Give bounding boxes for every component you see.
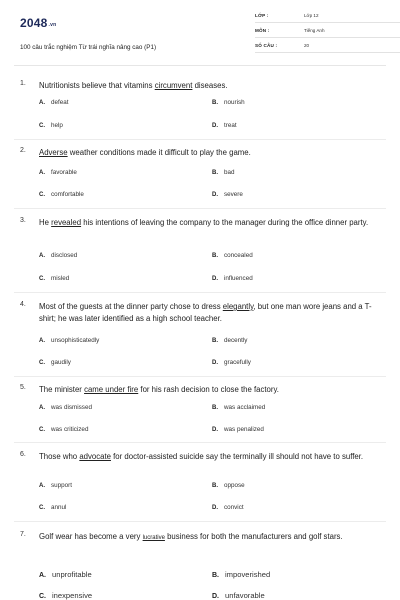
option-text: impoverished <box>225 570 271 579</box>
site-logo[interactable] <box>20 16 56 30</box>
option-c[interactable] <box>39 591 92 600</box>
option-letter: C. <box>39 593 46 600</box>
option-letter: A. <box>39 253 45 259</box>
question-text-after: diseases. <box>192 81 228 90</box>
option-letter: B. <box>212 100 218 106</box>
option-letter: D. <box>212 427 218 433</box>
header <box>20 10 380 60</box>
option-text: unprofitable <box>52 570 92 579</box>
option-text: gaudily <box>51 359 71 366</box>
option-b[interactable] <box>212 169 235 176</box>
question-text <box>39 451 381 463</box>
option-c[interactable] <box>39 426 88 433</box>
option-text: help <box>51 122 63 129</box>
question-number: 7. <box>20 531 26 538</box>
option-letter: C. <box>39 360 45 366</box>
option-letter: B. <box>212 572 219 579</box>
underlined-word: circumvent <box>154 81 193 90</box>
underlined-word: elegantly <box>222 302 254 311</box>
option-text: was acclaimed <box>224 404 266 411</box>
option-d[interactable] <box>212 504 244 511</box>
underlined-word: came under fire <box>84 385 139 394</box>
option-d[interactable] <box>212 122 237 129</box>
option-letter: C. <box>39 276 45 282</box>
option-c[interactable] <box>39 359 71 366</box>
option-letter: B. <box>212 170 218 176</box>
option-letter: B. <box>212 405 218 411</box>
option-text: decently <box>224 337 248 344</box>
option-text: treat <box>224 122 237 129</box>
option-letter: A. <box>39 170 45 176</box>
option-letter: C. <box>39 427 45 433</box>
option-letter: A. <box>39 405 45 411</box>
question-number: 4. <box>20 301 26 308</box>
meta-value: Lớp 12 <box>304 13 319 18</box>
option-d[interactable] <box>212 591 265 600</box>
underlined-word: revealed <box>51 218 82 227</box>
question-text-before: Nutritionists believe that vitamins <box>39 81 155 90</box>
question-text <box>39 384 381 396</box>
question-text <box>39 217 381 229</box>
logo-suffix: .vn <box>48 22 57 28</box>
meta-key: MÔN : <box>255 28 270 33</box>
option-b[interactable] <box>212 99 245 106</box>
option-a[interactable] <box>39 99 69 106</box>
option-b[interactable] <box>212 482 245 489</box>
option-text: favorable <box>51 169 77 176</box>
option-b[interactable] <box>212 252 253 259</box>
option-d[interactable] <box>212 359 251 366</box>
question-text-before: Most of the guests at the dinner party chose to dress <box>39 302 223 311</box>
question-text-after: for doctor-assisted suicide say the terminally ill should not have to suffer. <box>110 452 364 461</box>
option-d[interactable] <box>212 275 253 282</box>
question-divider <box>14 208 386 209</box>
option-text: gracefully <box>224 359 251 366</box>
option-text: concealed <box>224 252 253 259</box>
question-text-before: The minister <box>39 385 85 394</box>
option-text: disclosed <box>51 252 78 259</box>
option-letter: B. <box>212 253 218 259</box>
meta-row-class <box>255 10 400 23</box>
question-text <box>39 147 381 159</box>
option-letter: A. <box>39 483 45 489</box>
option-text: nourish <box>224 99 245 106</box>
option-letter: B. <box>212 483 218 489</box>
option-letter: D. <box>212 593 219 600</box>
meta-row-subject <box>255 25 400 38</box>
option-letter: D. <box>212 360 218 366</box>
option-letter: C. <box>39 505 45 511</box>
meta-value: 20 <box>304 43 310 48</box>
question-divider <box>14 139 386 140</box>
option-a[interactable] <box>39 404 92 411</box>
question-divider <box>14 292 386 293</box>
option-a[interactable] <box>39 169 77 176</box>
option-letter: D. <box>212 505 218 511</box>
question-number: 6. <box>20 451 26 458</box>
question-number: 1. <box>20 80 26 87</box>
option-text: severe <box>224 191 243 198</box>
option-text: support <box>51 482 73 489</box>
question-text-after: for his rash decision to close the factory. <box>138 385 279 394</box>
option-d[interactable] <box>212 426 264 433</box>
option-b[interactable] <box>212 404 265 411</box>
question-text-after: business for both the manufacturers and golf stars. <box>164 532 343 541</box>
question-divider <box>14 442 386 443</box>
option-text: misled <box>51 275 70 282</box>
option-letter: A. <box>39 100 45 106</box>
question-number: 2. <box>20 147 26 154</box>
question-text <box>39 301 381 324</box>
option-letter: D. <box>212 192 218 198</box>
option-c[interactable] <box>39 275 69 282</box>
option-a[interactable] <box>39 570 92 579</box>
question-text-before: Golf wear has become a very <box>39 532 143 541</box>
header-divider <box>14 65 386 66</box>
question-text-before: Those who <box>39 452 80 461</box>
option-text: oppose <box>224 482 245 489</box>
option-b[interactable] <box>212 570 270 579</box>
option-a[interactable] <box>39 482 72 489</box>
option-text: convict <box>224 504 244 511</box>
option-text: was criticized <box>51 426 89 433</box>
underlined-word: advocate <box>79 452 111 461</box>
option-letter: D. <box>212 123 218 129</box>
option-text: bad <box>224 169 235 176</box>
option-text: influenced <box>224 275 253 282</box>
question-text-before: He <box>39 218 52 227</box>
question-text-after: his intentions of leaving the company to the manager during the office dinner party. <box>81 218 369 227</box>
meta-key: LỚP : <box>255 13 269 18</box>
option-text: defeat <box>51 99 69 106</box>
meta-row-count <box>255 40 400 53</box>
question-text-after: , but one man wore jeans and a T-shirt; he was later identified as a high school teacher. <box>39 302 372 323</box>
option-letter: C. <box>39 123 45 129</box>
underlined-word: lucrative <box>142 535 165 541</box>
option-a[interactable] <box>39 252 77 259</box>
option-c[interactable] <box>39 504 66 511</box>
option-text: comfortable <box>51 191 84 198</box>
option-text: inexpensive <box>52 591 93 600</box>
option-text: unfavorable <box>225 591 265 600</box>
question-divider <box>14 521 386 522</box>
document-title: 100 câu trắc nghiệm Từ trái nghĩa nâng cao (P1) <box>20 44 157 51</box>
option-letter: C. <box>39 192 45 198</box>
option-d[interactable] <box>212 191 243 198</box>
meta-key: SỐ CÂU : <box>255 43 278 48</box>
question-number: 3. <box>20 217 26 224</box>
underlined-word: Adverse <box>39 148 68 157</box>
question-text <box>39 531 381 545</box>
option-letter: B. <box>212 338 218 344</box>
question-text <box>39 80 381 92</box>
question-divider <box>14 376 386 377</box>
question-number: 5. <box>20 384 26 391</box>
option-a[interactable] <box>39 337 99 344</box>
option-text: was dismissed <box>51 404 92 411</box>
meta-value: Tiếng Anh <box>304 28 325 33</box>
option-c[interactable] <box>39 122 63 129</box>
option-letter: D. <box>212 276 218 282</box>
meta-table <box>255 10 400 55</box>
option-text: unsophisticatedly <box>51 337 100 344</box>
question-text-after: weather conditions made it difficult to play the game. <box>67 148 251 157</box>
option-letter: A. <box>39 572 46 579</box>
option-c[interactable] <box>39 191 84 198</box>
option-b[interactable] <box>212 337 247 344</box>
option-text: annul <box>51 504 67 511</box>
option-letter: A. <box>39 338 45 344</box>
option-text: was penalized <box>224 426 264 433</box>
logo-text: 2048 <box>20 16 48 30</box>
